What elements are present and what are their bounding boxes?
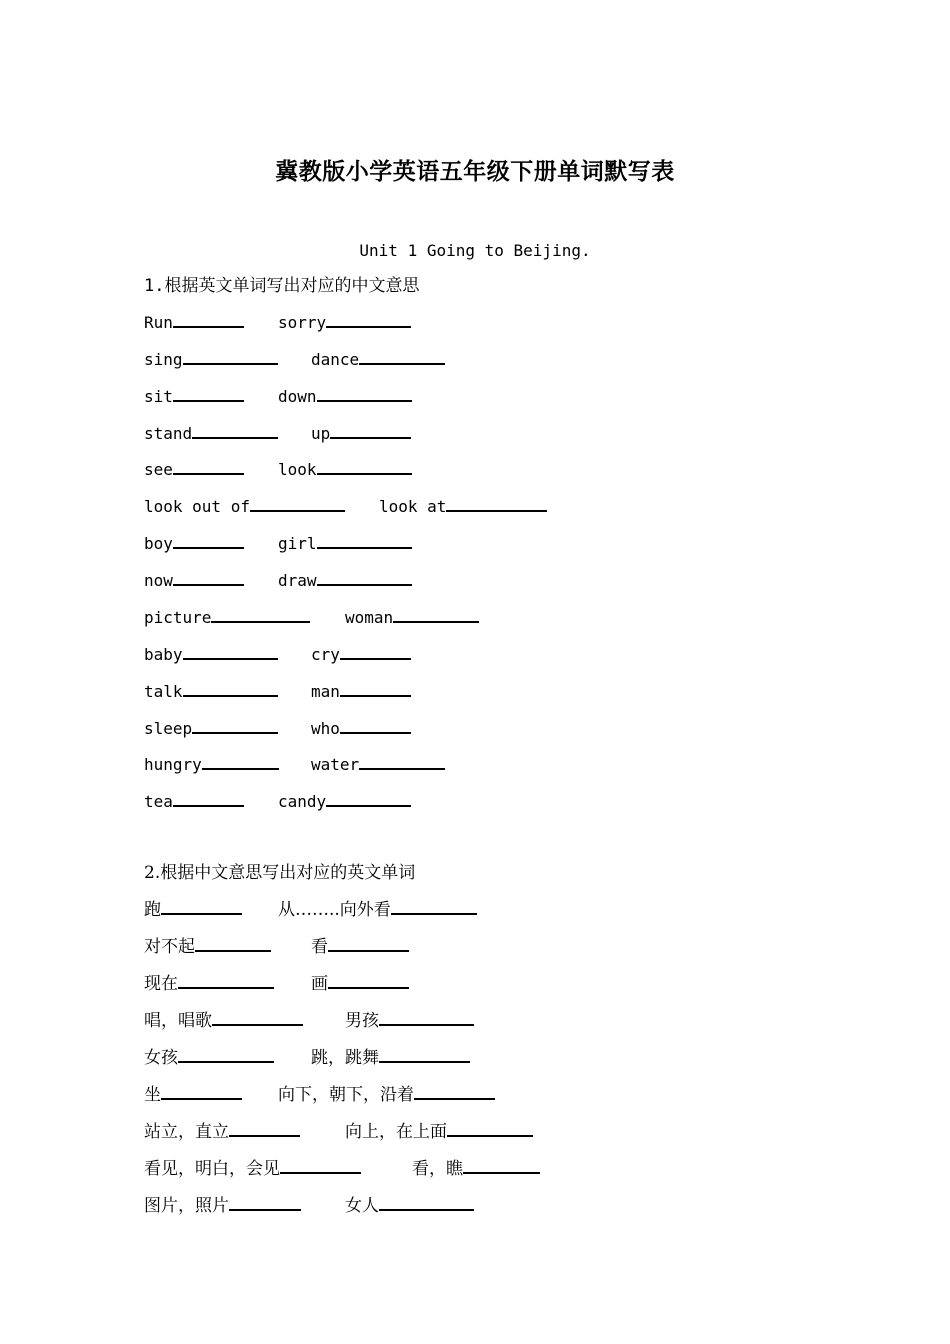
prompt-word: sit	[144, 387, 173, 406]
exercise-item	[144, 1081, 242, 1109]
prompt-word: Run	[144, 313, 173, 332]
exercise-item	[144, 420, 278, 448]
prompt-word: draw	[278, 571, 317, 590]
prompt-word: look at	[379, 497, 447, 516]
exercise-item	[144, 970, 274, 998]
section2-heading: 2.根据中文意思写出对应的英文单词	[144, 863, 416, 883]
answer-blank[interactable]	[340, 681, 411, 697]
answer-blank[interactable]	[446, 496, 547, 512]
answer-blank[interactable]	[317, 386, 412, 402]
answer-blank[interactable]	[192, 718, 278, 734]
exercise-item	[144, 1192, 301, 1220]
prompt-word: down	[278, 387, 317, 406]
exercise-item	[144, 1007, 303, 1035]
exercise-item	[345, 604, 479, 632]
exercise-item	[144, 896, 242, 924]
answer-blank[interactable]	[183, 349, 278, 365]
exercise-item	[345, 1192, 474, 1220]
answer-blank[interactable]	[328, 973, 409, 989]
prompt-word: 现在	[144, 974, 178, 994]
prompt-word: see	[144, 460, 173, 479]
exercise-item	[278, 896, 477, 924]
answer-blank[interactable]	[340, 644, 411, 660]
answer-blank[interactable]	[379, 1047, 470, 1063]
answer-blank[interactable]	[173, 386, 244, 402]
exercise-item	[144, 641, 278, 669]
answer-blank[interactable]	[173, 570, 244, 586]
exercise-item	[278, 383, 412, 411]
exercise-item	[311, 420, 411, 448]
exercise-item	[144, 678, 278, 706]
prompt-word: look out of	[144, 497, 250, 516]
answer-blank[interactable]	[183, 644, 278, 660]
prompt-word: dance	[311, 350, 360, 369]
answer-blank[interactable]	[173, 533, 244, 549]
exercise-item	[278, 456, 412, 484]
exercise-item	[311, 933, 409, 961]
prompt-word: 唱，唱歌	[144, 1011, 212, 1031]
exercise-item	[144, 530, 244, 558]
answer-blank[interactable]	[463, 1158, 540, 1174]
exercise-item	[144, 493, 345, 521]
answer-blank[interactable]	[393, 607, 479, 623]
section1-heading: 1.根据英文单词写出对应的中文意思	[144, 276, 420, 296]
answer-blank[interactable]	[447, 1121, 533, 1137]
answer-blank[interactable]	[229, 1121, 300, 1137]
answer-blank[interactable]	[379, 1010, 474, 1026]
answer-blank[interactable]	[161, 1084, 242, 1100]
prompt-word: 看见，明白，会见	[144, 1159, 280, 1179]
prompt-word: woman	[345, 608, 394, 627]
exercise-item	[278, 309, 411, 337]
answer-blank[interactable]	[391, 899, 477, 915]
exercise-item	[144, 456, 244, 484]
prompt-word: hungry	[144, 755, 202, 774]
exercise-item	[144, 788, 244, 816]
prompt-word: sleep	[144, 719, 193, 738]
prompt-word: 从……..向外看	[278, 900, 391, 920]
prompt-word: up	[311, 424, 331, 443]
answer-blank[interactable]	[229, 1195, 301, 1211]
answer-blank[interactable]	[212, 1010, 303, 1026]
prompt-word: who	[311, 719, 340, 738]
answer-blank[interactable]	[173, 312, 244, 328]
answer-blank[interactable]	[326, 791, 411, 807]
prompt-word: baby	[144, 645, 183, 664]
exercise-item	[345, 1007, 474, 1035]
answer-blank[interactable]	[178, 973, 274, 989]
answer-blank[interactable]	[414, 1084, 495, 1100]
exercise-item	[144, 751, 279, 779]
exercise-item	[345, 1118, 533, 1146]
exercise-item	[278, 1081, 495, 1109]
prompt-word: 看	[311, 937, 328, 957]
exercise-item	[144, 1044, 274, 1072]
exercise-item	[144, 383, 244, 411]
answer-blank[interactable]	[161, 899, 242, 915]
prompt-word: tea	[144, 792, 173, 811]
exercise-item	[144, 1155, 361, 1183]
exercise-item	[278, 788, 411, 816]
answer-blank[interactable]	[328, 936, 409, 952]
exercise-item	[144, 604, 310, 632]
exercise-item	[144, 933, 271, 961]
prompt-word: talk	[144, 682, 183, 701]
answer-blank[interactable]	[183, 681, 278, 697]
prompt-word: 男孩	[345, 1011, 379, 1031]
prompt-word: 女人	[345, 1196, 379, 1216]
unit-heading: Unit 1 Going to Beijing.	[359, 241, 591, 260]
exercise-item	[144, 309, 244, 337]
answer-blank[interactable]	[195, 936, 271, 952]
exercise-item	[144, 346, 278, 374]
prompt-word: boy	[144, 534, 173, 553]
prompt-word: 坐	[144, 1085, 161, 1105]
answer-blank[interactable]	[330, 423, 411, 439]
answer-blank[interactable]	[379, 1195, 474, 1211]
exercise-item	[144, 715, 278, 743]
answer-blank[interactable]	[340, 718, 411, 734]
prompt-word: 对不起	[144, 937, 195, 957]
answer-blank[interactable]	[359, 754, 445, 770]
answer-blank[interactable]	[317, 570, 412, 586]
exercise-item	[311, 970, 409, 998]
answer-blank[interactable]	[359, 349, 445, 365]
prompt-word: 向下，朝下，沿着	[278, 1085, 414, 1105]
answer-blank[interactable]	[250, 496, 345, 512]
prompt-word: 跑	[144, 900, 161, 920]
prompt-word: picture	[144, 608, 212, 627]
exercise-item	[311, 346, 445, 374]
answer-blank[interactable]	[211, 607, 310, 623]
page-title: 冀教版小学英语五年级下册单词默写表	[275, 158, 675, 185]
prompt-word: cry	[311, 645, 340, 664]
prompt-word: sing	[144, 350, 183, 369]
prompt-word: 跳，跳舞	[311, 1048, 379, 1068]
answer-blank[interactable]	[317, 459, 412, 475]
prompt-word: now	[144, 571, 173, 590]
prompt-word: 图片，照片	[144, 1196, 229, 1216]
prompt-word: girl	[278, 534, 317, 553]
exercise-item	[311, 641, 411, 669]
prompt-word: 女孩	[144, 1048, 178, 1068]
prompt-word: 站立，直立	[144, 1122, 229, 1142]
prompt-word: sorry	[278, 313, 327, 332]
exercise-item	[144, 1118, 300, 1146]
prompt-word: 看，瞧	[412, 1159, 463, 1179]
answer-blank[interactable]	[202, 754, 279, 770]
answer-blank[interactable]	[173, 459, 244, 475]
answer-blank[interactable]	[317, 533, 412, 549]
prompt-word: candy	[278, 792, 327, 811]
exercise-item	[311, 678, 411, 706]
answer-blank[interactable]	[178, 1047, 274, 1063]
exercise-item	[311, 1044, 470, 1072]
answer-blank[interactable]	[192, 423, 278, 439]
answer-blank[interactable]	[280, 1158, 361, 1174]
exercise-item	[144, 567, 244, 595]
exercise-item	[412, 1155, 540, 1183]
prompt-word: water	[311, 755, 360, 774]
prompt-word: stand	[144, 424, 193, 443]
answer-blank[interactable]	[173, 791, 244, 807]
exercise-item	[311, 715, 411, 743]
exercise-item	[311, 751, 445, 779]
answer-blank[interactable]	[326, 312, 411, 328]
exercise-item	[278, 567, 412, 595]
prompt-word: 画	[311, 974, 328, 994]
prompt-word: 向上，在上面	[345, 1122, 447, 1142]
prompt-word: look	[278, 460, 317, 479]
prompt-word: man	[311, 682, 340, 701]
exercise-item	[379, 493, 547, 521]
exercise-item	[278, 530, 412, 558]
